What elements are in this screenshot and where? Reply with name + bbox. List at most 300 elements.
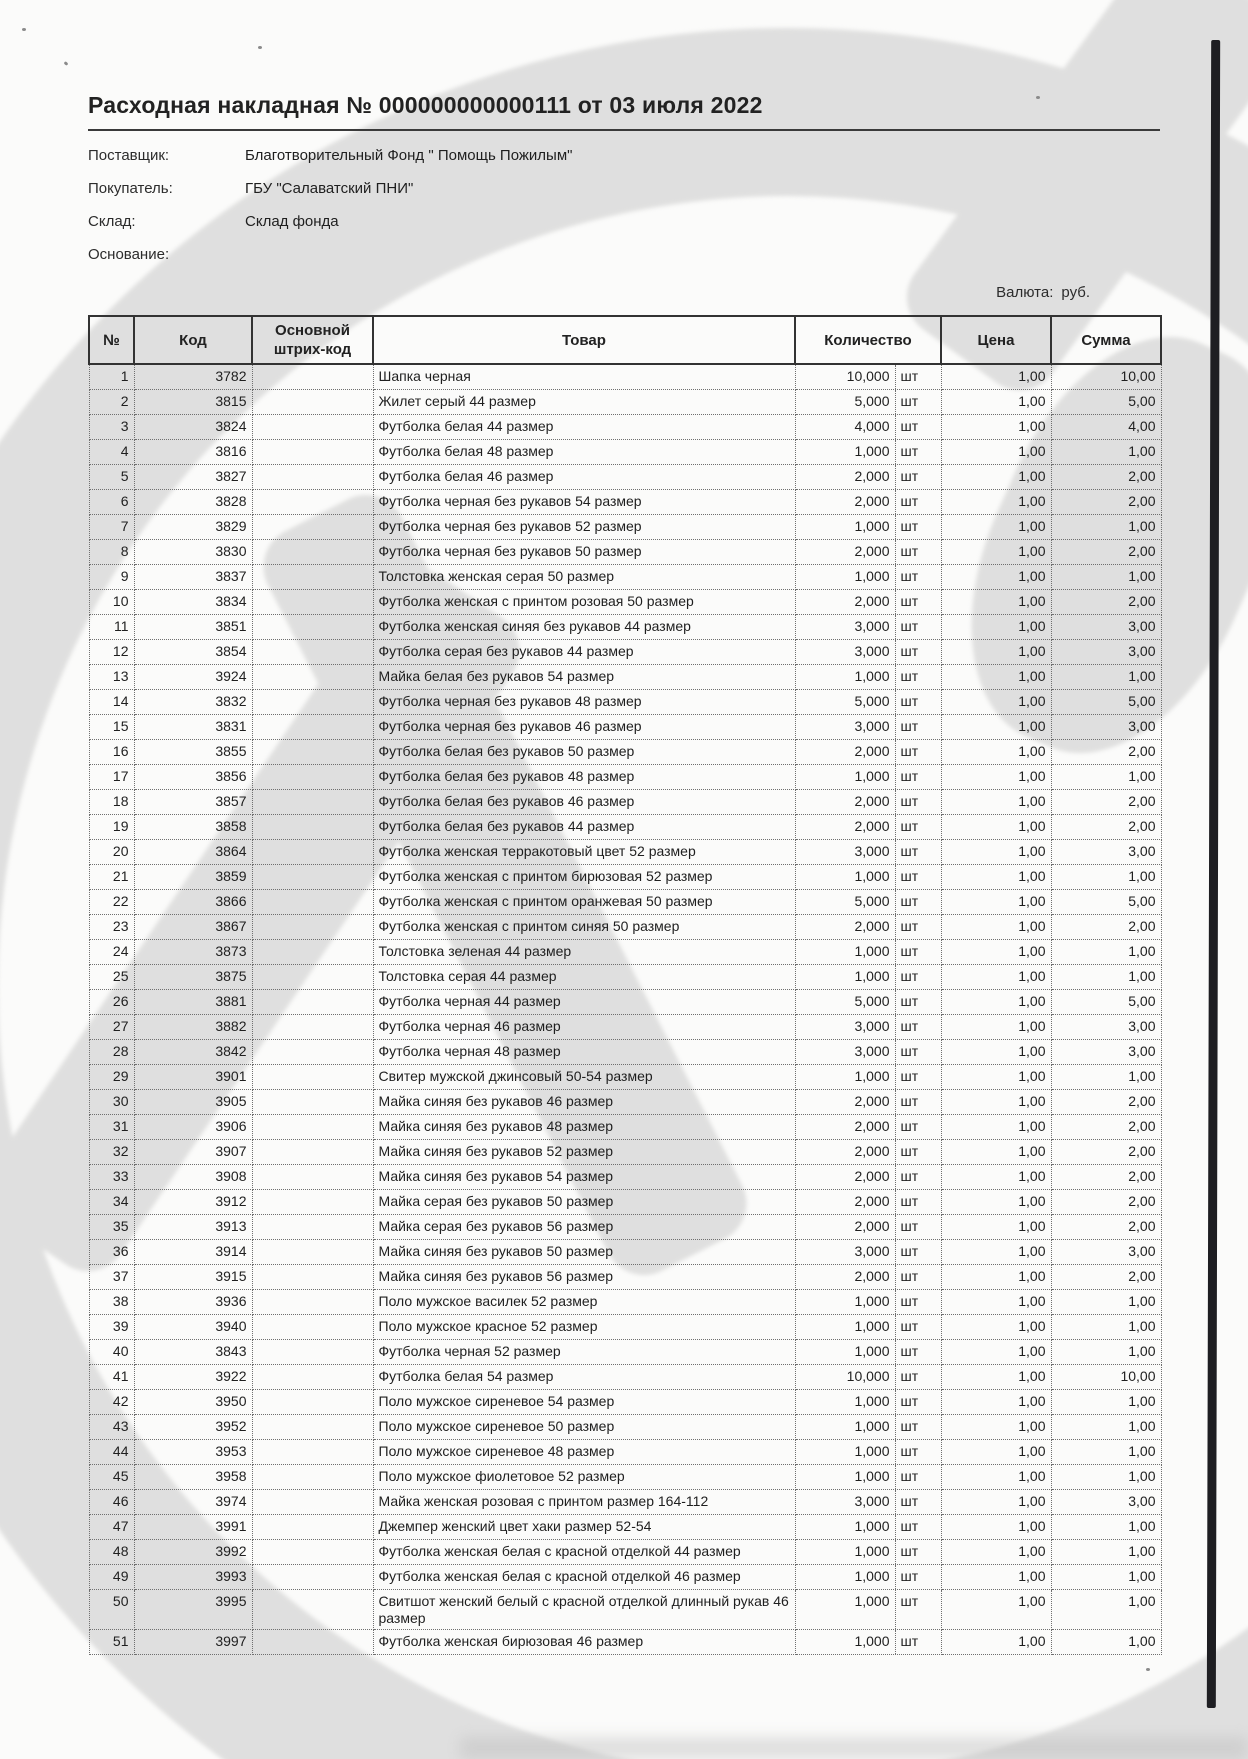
cell-quantity: [795, 640, 941, 665]
cell-price: 1,00: [941, 540, 1051, 565]
cell-quantity: [795, 1240, 941, 1265]
col-header-code: Код: [134, 316, 252, 364]
cell-product: Футболка белая без рукавов 44 размер: [373, 815, 795, 840]
quantity-value: 1,000: [854, 1543, 890, 1559]
quantity-value: 2,000: [854, 1143, 890, 1159]
cell-price: 1,00: [941, 1165, 1051, 1190]
cell-quantity: [795, 1565, 941, 1590]
quantity-wrap: [796, 1490, 941, 1514]
cell-row-number: 9: [89, 565, 134, 590]
cell-row-number: 33: [89, 1165, 134, 1190]
cell-barcode: [252, 1540, 373, 1565]
cell-sum: 2,00: [1051, 465, 1161, 490]
quantity-value: 2,000: [854, 918, 890, 934]
cell-quantity: [795, 490, 941, 515]
cell-product: Футболка черная без рукавов 46 размер: [373, 715, 795, 740]
table-row: [89, 715, 1161, 740]
quantity-value: 1,000: [854, 568, 890, 584]
quantity-unit: шт: [895, 565, 941, 589]
cell-barcode: [252, 364, 373, 390]
cell-row-number: 44: [89, 1440, 134, 1465]
cell-quantity: [795, 1115, 941, 1140]
quantity-wrap: [796, 890, 941, 914]
cell-barcode: [252, 640, 373, 665]
cell-barcode: [252, 1265, 373, 1290]
quantity-value: 1,000: [854, 868, 890, 884]
quantity-wrap: [796, 1015, 941, 1039]
cell-price: 1,00: [941, 815, 1051, 840]
cell-quantity: [795, 965, 941, 990]
quantity-value: 3,000: [854, 1243, 890, 1259]
cell-code: 3991: [134, 1515, 252, 1540]
quantity-value: 1,000: [854, 1293, 890, 1309]
cell-code: 3837: [134, 565, 252, 590]
quantity-value: 2,000: [854, 468, 890, 484]
quantity-value: 1,000: [854, 1318, 890, 1334]
cell-code: 3834: [134, 590, 252, 615]
quantity-wrap: [796, 1340, 941, 1364]
cell-row-number: 19: [89, 815, 134, 840]
quantity-value: 5,000: [854, 893, 890, 909]
table-row: [89, 1515, 1161, 1540]
quantity-unit: шт: [895, 865, 941, 889]
cell-price: 1,00: [941, 1590, 1051, 1630]
cell-sum: 3,00: [1051, 1040, 1161, 1065]
cell-sum: 1,00: [1051, 1540, 1161, 1565]
quantity-unit: шт: [895, 765, 941, 789]
cell-sum: 3,00: [1051, 615, 1161, 640]
cell-barcode: [252, 415, 373, 440]
cell-barcode: [252, 1115, 373, 1140]
cell-price: 1,00: [941, 1115, 1051, 1140]
cell-quantity: [795, 1315, 941, 1340]
quantity-wrap: [796, 665, 941, 689]
quantity-unit: шт: [895, 1115, 941, 1139]
quantity-wrap: [796, 1630, 941, 1654]
quantity-unit: шт: [895, 990, 941, 1014]
cell-barcode: [252, 765, 373, 790]
cell-sum: 2,00: [1051, 590, 1161, 615]
cell-code: 3843: [134, 1340, 252, 1365]
cell-barcode: [252, 990, 373, 1015]
quantity-unit: шт: [895, 815, 941, 839]
cell-sum: 3,00: [1051, 840, 1161, 865]
table-row: [89, 1540, 1161, 1565]
quantity-value: 1,000: [854, 1443, 890, 1459]
cell-code: 3829: [134, 515, 252, 540]
cell-barcode: [252, 465, 373, 490]
cell-sum: 1,00: [1051, 965, 1161, 990]
cell-sum: 2,00: [1051, 1265, 1161, 1290]
quantity-value: 3,000: [854, 1018, 890, 1034]
quantity-value: 2,000: [854, 818, 890, 834]
quantity-unit: шт: [895, 840, 941, 864]
cell-quantity: [795, 415, 941, 440]
table-row: [89, 1565, 1161, 1590]
quantity-unit: шт: [895, 1630, 941, 1654]
cell-product: Майка синяя без рукавов 52 размер: [373, 1140, 795, 1165]
cell-price: 1,00: [941, 715, 1051, 740]
quantity-wrap: [796, 390, 941, 414]
cell-quantity: [795, 1190, 941, 1215]
field-label: Основание:: [88, 246, 170, 263]
table-row: [89, 815, 1161, 840]
cell-product: Футболка черная без рукавов 54 размер: [373, 490, 795, 515]
quantity-value: 3,000: [854, 718, 890, 734]
cell-product: Футболка белая без рукавов 46 размер: [373, 790, 795, 815]
quantity-wrap: [796, 840, 941, 864]
cell-price: 1,00: [941, 1265, 1051, 1290]
cell-price: 1,00: [941, 990, 1051, 1015]
cell-barcode: [252, 390, 373, 415]
cell-price: 1,00: [941, 1415, 1051, 1440]
quantity-wrap: [796, 690, 941, 714]
cell-product: Футболка белая без рукавов 50 размер: [373, 740, 795, 765]
cell-row-number: 46: [89, 1490, 134, 1515]
cell-barcode: [252, 1290, 373, 1315]
cell-sum: 3,00: [1051, 1240, 1161, 1265]
quantity-wrap: [796, 640, 941, 664]
cell-barcode: [252, 915, 373, 940]
quantity-unit: шт: [895, 715, 941, 739]
cell-row-number: 15: [89, 715, 134, 740]
quantity-wrap: [796, 1040, 941, 1064]
cell-code: 3952: [134, 1415, 252, 1440]
cell-row-number: 38: [89, 1290, 134, 1315]
cell-code: 3828: [134, 490, 252, 515]
cell-price: 1,00: [941, 415, 1051, 440]
cell-product: Майка синяя без рукавов 56 размер: [373, 1265, 795, 1290]
cell-code: 3832: [134, 690, 252, 715]
quantity-unit: шт: [895, 1565, 941, 1589]
cell-price: 1,00: [941, 790, 1051, 815]
cell-quantity: [795, 940, 941, 965]
quantity-unit: шт: [895, 1340, 941, 1364]
table-row: [89, 415, 1161, 440]
cell-product: Футболка женская с принтом синяя 50 размер: [373, 915, 795, 940]
cell-price: 1,00: [941, 440, 1051, 465]
quantity-wrap: [796, 1315, 941, 1339]
scan-speck: [1146, 1668, 1150, 1671]
cell-sum: 1,00: [1051, 1630, 1161, 1655]
quantity-wrap: [796, 790, 941, 814]
cell-row-number: 4: [89, 440, 134, 465]
table-row: [89, 740, 1161, 765]
cell-row-number: 43: [89, 1415, 134, 1440]
cell-price: 1,00: [941, 840, 1051, 865]
cell-row-number: 18: [89, 790, 134, 815]
table-row: [89, 1490, 1161, 1515]
quantity-wrap: [796, 540, 941, 564]
cell-price: 1,00: [941, 940, 1051, 965]
cell-price: 1,00: [941, 1540, 1051, 1565]
table-header-row: [89, 316, 1161, 364]
table-row: [89, 690, 1161, 715]
quantity-wrap: [796, 1265, 941, 1289]
quantity-value: 1,000: [854, 1468, 890, 1484]
cell-sum: 2,00: [1051, 815, 1161, 840]
table-row: [89, 1290, 1161, 1315]
cell-row-number: 22: [89, 890, 134, 915]
cell-code: 3950: [134, 1390, 252, 1415]
cell-sum: 5,00: [1051, 890, 1161, 915]
quantity-unit: шт: [895, 1190, 941, 1214]
quantity-unit: шт: [895, 1490, 941, 1514]
cell-sum: 1,00: [1051, 865, 1161, 890]
cell-product: Майка женская розовая с принтом размер 164-112: [373, 1490, 795, 1515]
cell-sum: 5,00: [1051, 390, 1161, 415]
table-row: [89, 390, 1161, 415]
cell-quantity: [795, 915, 941, 940]
quantity-unit: шт: [895, 1315, 941, 1339]
cell-code: 3992: [134, 1540, 252, 1565]
quantity-wrap: [796, 815, 941, 839]
cell-price: 1,00: [941, 690, 1051, 715]
cell-quantity: [795, 440, 941, 465]
currency-label: Валюта:: [996, 284, 1054, 301]
quantity-wrap: [796, 1415, 941, 1439]
cell-quantity: [795, 890, 941, 915]
cell-product: Майка синяя без рукавов 54 размер: [373, 1165, 795, 1190]
cell-barcode: [252, 515, 373, 540]
cell-price: 1,00: [941, 1630, 1051, 1655]
cell-product: Футболка черная без рукавов 50 размер: [373, 540, 795, 565]
quantity-unit: шт: [895, 415, 941, 439]
cell-row-number: 13: [89, 665, 134, 690]
cell-quantity: [795, 865, 941, 890]
cell-row-number: 16: [89, 740, 134, 765]
cell-barcode: [252, 1515, 373, 1540]
cell-row-number: 40: [89, 1340, 134, 1365]
cell-product: Футболка белая 46 размер: [373, 465, 795, 490]
quantity-unit: шт: [895, 1265, 941, 1289]
cell-sum: 1,00: [1051, 1590, 1161, 1630]
currency-value: руб.: [1061, 284, 1090, 301]
cell-quantity: [795, 1390, 941, 1415]
quantity-wrap: [796, 1365, 941, 1389]
cell-price: 1,00: [941, 890, 1051, 915]
table-row: [89, 1315, 1161, 1340]
cell-code: 3782: [134, 364, 252, 390]
cell-barcode: [252, 615, 373, 640]
cell-barcode: [252, 590, 373, 615]
quantity-wrap: [796, 740, 941, 764]
cell-code: 3873: [134, 940, 252, 965]
cell-quantity: [795, 1590, 941, 1630]
cell-code: 3824: [134, 415, 252, 440]
cell-price: 1,00: [941, 515, 1051, 540]
cell-product: Футболка женская синяя без рукавов 44 размер: [373, 615, 795, 640]
quantity-wrap: [796, 1390, 941, 1414]
quantity-wrap: [796, 365, 941, 389]
cell-quantity: [795, 1140, 941, 1165]
quantity-unit: шт: [895, 440, 941, 464]
cell-price: 1,00: [941, 1015, 1051, 1040]
cell-price: 1,00: [941, 1340, 1051, 1365]
quantity-value: 1,000: [854, 1418, 890, 1434]
currency-line: [88, 284, 1160, 301]
quantity-unit: шт: [895, 1590, 941, 1629]
cell-code: 3997: [134, 1630, 252, 1655]
quantity-wrap: [796, 565, 941, 589]
quantity-value: 2,000: [854, 743, 890, 759]
cell-price: 1,00: [941, 364, 1051, 390]
cell-row-number: 47: [89, 1515, 134, 1540]
cell-row-number: 10: [89, 590, 134, 615]
quantity-unit: шт: [895, 640, 941, 664]
cell-sum: 1,00: [1051, 1340, 1161, 1365]
cell-barcode: [252, 540, 373, 565]
cell-barcode: [252, 1440, 373, 1465]
quantity-wrap: [796, 1190, 941, 1214]
cell-row-number: 35: [89, 1215, 134, 1240]
cell-product: Майка синяя без рукавов 48 размер: [373, 1115, 795, 1140]
cell-quantity: [795, 1340, 941, 1365]
table-row: [89, 990, 1161, 1015]
cell-code: 3915: [134, 1265, 252, 1290]
scan-smudge: [460, 1737, 1248, 1759]
quantity-unit: шт: [895, 390, 941, 414]
cell-code: 3854: [134, 640, 252, 665]
cell-code: 3993: [134, 1565, 252, 1590]
quantity-value: 1,000: [854, 1633, 890, 1649]
cell-price: 1,00: [941, 1465, 1051, 1490]
cell-code: 3908: [134, 1165, 252, 1190]
cell-quantity: [795, 1265, 941, 1290]
cell-barcode: [252, 665, 373, 690]
quantity-wrap: [796, 1540, 941, 1564]
cell-row-number: 7: [89, 515, 134, 540]
cell-code: 3922: [134, 1365, 252, 1390]
quantity-value: 1,000: [854, 1593, 890, 1609]
cell-row-number: 41: [89, 1365, 134, 1390]
table-row: [89, 1215, 1161, 1240]
cell-code: 3864: [134, 840, 252, 865]
cell-barcode: [252, 1465, 373, 1490]
quantity-unit: шт: [895, 940, 941, 964]
quantity-unit: шт: [895, 1015, 941, 1039]
table-row: [89, 540, 1161, 565]
cell-quantity: [795, 515, 941, 540]
quantity-unit: шт: [895, 1415, 941, 1439]
table-row: [89, 1415, 1161, 1440]
cell-price: 1,00: [941, 1090, 1051, 1115]
quantity-wrap: [796, 1165, 941, 1189]
cell-sum: 1,00: [1051, 1315, 1161, 1340]
field-label: Покупатель:: [88, 180, 173, 197]
quantity-unit: шт: [895, 1165, 941, 1189]
cell-row-number: 1: [89, 364, 134, 390]
quantity-value: 1,000: [854, 1518, 890, 1534]
cell-code: 3995: [134, 1590, 252, 1630]
quantity-value: 5,000: [854, 693, 890, 709]
cell-sum: 1,00: [1051, 665, 1161, 690]
cell-price: 1,00: [941, 1190, 1051, 1215]
quantity-wrap: [796, 465, 941, 489]
cell-row-number: 17: [89, 765, 134, 790]
cell-price: 1,00: [941, 390, 1051, 415]
cell-sum: 2,00: [1051, 740, 1161, 765]
cell-price: 1,00: [941, 465, 1051, 490]
cell-barcode: [252, 565, 373, 590]
quantity-value: 1,000: [854, 968, 890, 984]
cell-barcode: [252, 1190, 373, 1215]
cell-price: 1,00: [941, 1515, 1051, 1540]
table-row: [89, 590, 1161, 615]
quantity-unit: шт: [895, 665, 941, 689]
field-supplier: [88, 146, 1160, 165]
cell-price: 1,00: [941, 1240, 1051, 1265]
cell-barcode: [252, 865, 373, 890]
cell-code: 3856: [134, 765, 252, 790]
cell-price: 1,00: [941, 965, 1051, 990]
cell-code: 3906: [134, 1115, 252, 1140]
cell-row-number: 51: [89, 1630, 134, 1655]
cell-quantity: [795, 1465, 941, 1490]
cell-product: Жилет серый 44 размер: [373, 390, 795, 415]
cell-row-number: 34: [89, 1190, 134, 1215]
cell-price: 1,00: [941, 640, 1051, 665]
cell-quantity: [795, 990, 941, 1015]
cell-sum: 4,00: [1051, 415, 1161, 440]
cell-barcode: [252, 1215, 373, 1240]
cell-sum: 1,00: [1051, 1415, 1161, 1440]
cell-row-number: 50: [89, 1590, 134, 1630]
table-row: [89, 1240, 1161, 1265]
cell-row-number: 14: [89, 690, 134, 715]
cell-price: 1,00: [941, 1140, 1051, 1165]
quantity-wrap: [796, 1290, 941, 1314]
cell-price: 1,00: [941, 1315, 1051, 1340]
cell-barcode: [252, 1065, 373, 1090]
cell-price: 1,00: [941, 615, 1051, 640]
quantity-unit: шт: [895, 515, 941, 539]
table-row: [89, 640, 1161, 665]
quantity-value: 3,000: [854, 843, 890, 859]
table-row: [89, 665, 1161, 690]
cell-product: Толстовка серая 44 размер: [373, 965, 795, 990]
quantity-wrap: [796, 615, 941, 639]
cell-quantity: [795, 690, 941, 715]
quantity-wrap: [796, 715, 941, 739]
quantity-value: 1,000: [854, 518, 890, 534]
cell-product: Футболка белая 54 размер: [373, 1365, 795, 1390]
cell-sum: 5,00: [1051, 690, 1161, 715]
cell-price: 1,00: [941, 1390, 1051, 1415]
cell-quantity: [795, 565, 941, 590]
cell-price: 1,00: [941, 1065, 1051, 1090]
cell-product: Футболка женская бирюзовая 46 размер: [373, 1630, 795, 1655]
quantity-value: 2,000: [854, 543, 890, 559]
cell-sum: 2,00: [1051, 1090, 1161, 1115]
cell-product: Поло мужское сиреневое 54 размер: [373, 1390, 795, 1415]
cell-product: Поло мужское сиреневое 48 размер: [373, 1440, 795, 1465]
cell-code: 3851: [134, 615, 252, 640]
quantity-unit: шт: [895, 1240, 941, 1264]
cell-quantity: [795, 1440, 941, 1465]
cell-price: 1,00: [941, 740, 1051, 765]
cell-row-number: 49: [89, 1565, 134, 1590]
cell-sum: 1,00: [1051, 1065, 1161, 1090]
table-row: [89, 1630, 1161, 1655]
col-header-barcode: Основной штрих-код: [252, 316, 373, 364]
table-row: [89, 840, 1161, 865]
quantity-wrap: [796, 940, 941, 964]
cell-code: 3827: [134, 465, 252, 490]
quantity-wrap: [796, 1065, 941, 1089]
quantity-wrap: [796, 440, 941, 464]
cell-product: Шапка черная: [373, 364, 795, 390]
